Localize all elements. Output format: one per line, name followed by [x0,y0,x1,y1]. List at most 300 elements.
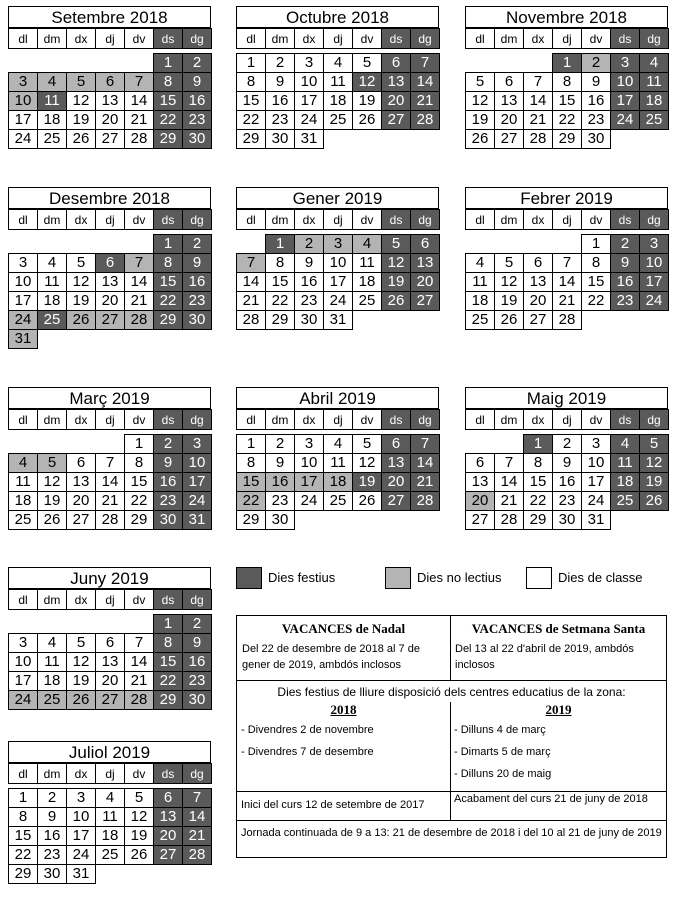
day-cell: 2 [183,54,212,73]
jornada-continuada: Jornada continuada de 9 a 13: 21 de desembre de 2018 i del 10 al 21 de juny de 2019 [241,827,662,839]
weekday-header: dm [38,29,67,49]
day-cell: 16 [295,273,324,292]
day-cell: 6 [495,73,524,92]
weekday-header: dx [67,590,96,610]
day-cell: 3 [640,235,669,254]
day-cell: 24 [640,292,669,311]
free-day-2018-1: - Divendres 2 de novembre [241,724,374,736]
day-cell: 19 [495,292,524,311]
day-cell: 15 [154,273,183,292]
day-cell: 30 [266,511,295,530]
month-title: Gener 2019 [236,187,439,209]
day-cell: 15 [524,473,553,492]
weekday-header: dx [67,764,96,784]
day-cell: 20 [382,92,411,111]
day-cell: 17 [9,111,38,130]
day-cell: 13 [67,473,96,492]
day-cell: 9 [553,454,582,473]
day-cell: 14 [411,454,440,473]
day-cell: 10 [183,454,212,473]
day-cell: 8 [553,73,582,92]
day-cell: 10 [9,92,38,111]
day-cell: 23 [183,672,212,691]
day-cell: 2 [183,235,212,254]
day-cell: 20 [96,292,125,311]
day-cell: 3 [295,54,324,73]
day-cell: 5 [38,454,67,473]
day-cell: 19 [67,292,96,311]
day-cell: 28 [183,846,212,865]
day-cell: 11 [353,254,382,273]
day-cell: 18 [466,292,495,311]
weekday-header: ds [382,29,411,49]
day-cell: 12 [353,454,382,473]
day-cell: 22 [524,492,553,511]
month-calendar [465,387,668,530]
day-cell: 3 [183,435,212,454]
day-cell: 24 [9,130,38,149]
month-title: Juny 2019 [8,567,211,589]
day-cell: 4 [96,789,125,808]
month-calendar [236,387,439,530]
day-cell: 5 [67,634,96,653]
day-cell: 9 [582,73,611,92]
weekday-header: dm [38,410,67,430]
day-cell: 22 [9,846,38,865]
day-cell: 27 [154,846,183,865]
day-cell: 29 [125,511,154,530]
weekday-header: dl [9,410,38,430]
day-cell: 16 [611,273,640,292]
day-cell: 24 [67,846,96,865]
weekday-header: ds [154,590,183,610]
day-cell: 14 [96,473,125,492]
day-cell: 7 [183,789,212,808]
weekday-header: dj [96,210,125,230]
day-cell: 10 [9,273,38,292]
day-cell: 23 [183,292,212,311]
weekday-header: dj [324,29,353,49]
weekday-header: dm [495,410,524,430]
day-cell: 19 [640,473,669,492]
day-cell: 28 [125,130,154,149]
day-cell: 23 [266,492,295,511]
month-title: Maig 2019 [465,387,668,409]
day-cell: 14 [495,473,524,492]
day-cell: 28 [411,492,440,511]
day-cell: 21 [411,473,440,492]
day-cell: 6 [154,789,183,808]
month-title: Setembre 2018 [8,6,211,28]
day-cell: 15 [237,92,266,111]
day-cell: 29 [237,130,266,149]
day-cell: 1 [154,615,183,634]
day-cell: 30 [183,691,212,710]
weekday-header: dv [125,764,154,784]
weekday-header: dv [125,590,154,610]
day-cell: 16 [266,473,295,492]
day-cell: 30 [183,311,212,330]
day-cell: 9 [38,808,67,827]
day-cell: 22 [553,111,582,130]
day-cell: 23 [295,292,324,311]
day-cell: 18 [9,492,38,511]
day-cell: 12 [67,92,96,111]
day-cell: 12 [495,273,524,292]
day-cell: 27 [96,311,125,330]
weekday-header: dm [266,210,295,230]
day-cell: 10 [640,254,669,273]
day-cell: 6 [96,73,125,92]
day-cell: 5 [67,73,96,92]
day-cell: 30 [266,130,295,149]
day-cell: 6 [411,235,440,254]
weekday-header: dm [266,29,295,49]
day-cell: 4 [611,435,640,454]
day-cell: 27 [382,111,411,130]
day-cell: 1 [125,435,154,454]
day-cell: 6 [96,254,125,273]
day-cell: 8 [237,454,266,473]
day-cell: 17 [324,273,353,292]
day-cell: 3 [582,435,611,454]
day-cell: 20 [495,111,524,130]
day-cell: 16 [38,827,67,846]
day-cell: 17 [582,473,611,492]
day-cell: 18 [611,473,640,492]
day-cell: 18 [353,273,382,292]
month-calendar [8,6,211,149]
day-cell: 1 [9,789,38,808]
day-cell: 25 [640,111,669,130]
weekday-header: dm [495,29,524,49]
day-cell: 5 [466,73,495,92]
day-cell: 16 [553,473,582,492]
day-cell: 22 [237,111,266,130]
weekday-header: dj [324,210,353,230]
weekday-header: dj [96,764,125,784]
day-cell: 7 [495,454,524,473]
day-cell: 4 [640,54,669,73]
month-title: Febrer 2019 [465,187,668,209]
day-cell: 22 [154,672,183,691]
free-day-2019-2: - Dimarts 5 de març [454,746,551,758]
weekday-header: dx [67,29,96,49]
legend-label-no-lectiu: Dies no lectius [417,570,502,585]
day-cell: 6 [382,435,411,454]
nadal-title: VACANCES de Nadal [281,621,406,636]
weekday-header: dj [96,590,125,610]
day-cell: 7 [411,435,440,454]
day-cell: 25 [353,292,382,311]
free-day-2019-3: - Dilluns 20 de maig [454,768,552,780]
weekday-header: dg [411,29,440,49]
day-cell: 31 [324,311,353,330]
day-cell: 13 [382,73,411,92]
day-cell: 21 [125,672,154,691]
day-cell: 2 [295,235,324,254]
day-cell: 7 [125,634,154,653]
day-cell: 7 [125,73,154,92]
day-cell: 9 [266,73,295,92]
day-cell: 15 [553,92,582,111]
month-title: Juliol 2019 [8,741,211,763]
day-cell: 29 [154,311,183,330]
day-cell: 25 [324,492,353,511]
day-cell: 26 [353,492,382,511]
day-cell: 20 [96,111,125,130]
weekday-header: dg [640,29,669,49]
weekday-header: ds [154,764,183,784]
day-cell: 8 [582,254,611,273]
day-cell: 21 [495,492,524,511]
weekday-header: dv [353,410,382,430]
day-cell: 20 [67,492,96,511]
day-cell: 6 [382,54,411,73]
day-cell: 28 [495,511,524,530]
day-cell: 7 [237,254,266,273]
day-cell: 1 [266,235,295,254]
day-cell: 8 [154,634,183,653]
weekday-header: dx [67,210,96,230]
day-cell: 2 [266,54,295,73]
weekday-header: dj [96,410,125,430]
day-cell: 13 [495,92,524,111]
setmana-santa-title: VACANCES de Setmana Santa [471,621,646,636]
day-cell: 10 [67,808,96,827]
day-cell: 12 [67,273,96,292]
day-cell: 17 [183,473,212,492]
day-cell: 11 [611,454,640,473]
day-cell: 8 [237,73,266,92]
day-cell: 13 [154,808,183,827]
day-cell: 21 [183,827,212,846]
day-cell: 23 [611,292,640,311]
weekday-header: dl [237,410,266,430]
day-cell: 19 [466,111,495,130]
day-cell: 26 [67,691,96,710]
weekday-header: dl [237,210,266,230]
weekday-header: dj [96,29,125,49]
day-cell: 16 [183,653,212,672]
day-cell: 28 [125,311,154,330]
day-cell: 2 [611,235,640,254]
day-cell: 16 [266,92,295,111]
day-cell: 13 [466,473,495,492]
weekday-header: dv [125,210,154,230]
day-cell: 2 [266,435,295,454]
day-cell: 1 [237,435,266,454]
day-cell: 25 [466,311,495,330]
day-cell: 19 [67,111,96,130]
weekday-header: dx [295,210,324,230]
day-cell: 13 [96,653,125,672]
day-cell: 18 [640,92,669,111]
month-calendar [8,187,211,349]
weekday-header: dl [466,29,495,49]
day-cell: 11 [38,273,67,292]
day-cell: 30 [553,511,582,530]
day-cell: 28 [237,311,266,330]
month-title: Novembre 2018 [465,6,668,28]
day-cell: 4 [38,73,67,92]
day-cell: 1 [237,54,266,73]
day-cell: 3 [295,435,324,454]
weekday-header: dl [9,764,38,784]
weekday-header: ds [611,29,640,49]
day-cell: 24 [295,492,324,511]
weekday-header: dj [553,210,582,230]
day-cell: 5 [353,54,382,73]
day-cell: 29 [524,511,553,530]
day-cell: 13 [96,92,125,111]
weekday-header: dj [553,410,582,430]
day-cell: 14 [237,273,266,292]
weekday-header: dl [466,210,495,230]
day-cell: 26 [353,111,382,130]
day-cell: 25 [9,511,38,530]
day-cell: 3 [9,634,38,653]
day-cell: 11 [38,92,67,111]
weekday-header: ds [382,410,411,430]
day-cell: 24 [183,492,212,511]
day-cell: 22 [154,111,183,130]
day-cell: 3 [67,789,96,808]
day-cell: 19 [67,672,96,691]
day-cell: 20 [466,492,495,511]
day-cell: 15 [125,473,154,492]
day-cell: 2 [38,789,67,808]
day-cell: 11 [640,73,669,92]
weekday-header: dl [9,210,38,230]
day-cell: 19 [382,273,411,292]
day-cell: 22 [125,492,154,511]
day-cell: 15 [266,273,295,292]
weekday-header: dg [411,210,440,230]
day-cell: 23 [553,492,582,511]
day-cell: 21 [125,111,154,130]
day-cell: 25 [611,492,640,511]
day-cell: 9 [183,254,212,273]
weekday-header: dv [582,410,611,430]
day-cell: 17 [640,273,669,292]
free-day-2019-1: - Dilluns 4 de març [454,724,546,736]
day-cell: 15 [154,653,183,672]
weekday-header: dm [38,210,67,230]
weekday-header: dx [524,410,553,430]
free-day-2018-2: - Divendres 7 de desembre [241,746,374,758]
day-cell: 26 [640,492,669,511]
day-cell: 12 [67,653,96,672]
month-calendar [8,567,211,710]
day-cell: 24 [611,111,640,130]
day-cell: 12 [125,808,154,827]
day-cell: 21 [96,492,125,511]
day-cell: 17 [9,672,38,691]
day-cell: 26 [466,130,495,149]
day-cell: 8 [154,73,183,92]
month-calendar [8,741,211,884]
weekday-header: dx [524,29,553,49]
weekday-header: dg [183,410,212,430]
day-cell: 19 [125,827,154,846]
weekday-header: dj [553,29,582,49]
day-cell: 27 [524,311,553,330]
day-cell: 10 [9,653,38,672]
day-cell: 4 [324,54,353,73]
day-cell: 5 [382,235,411,254]
weekday-header: dx [295,410,324,430]
weekday-header: dv [125,29,154,49]
day-cell: 19 [353,92,382,111]
day-cell: 8 [524,454,553,473]
weekday-header: dg [640,210,669,230]
day-cell: 8 [266,254,295,273]
weekday-header: dg [411,410,440,430]
day-cell: 12 [382,254,411,273]
day-cell: 15 [9,827,38,846]
legend-label-class: Dies de classe [558,570,643,585]
day-cell: 3 [9,73,38,92]
weekday-header: dj [324,410,353,430]
day-cell: 6 [96,634,125,653]
month-calendar [465,187,668,330]
day-cell: 29 [9,865,38,884]
day-cell: 25 [96,846,125,865]
day-cell: 23 [38,846,67,865]
weekday-header: ds [154,410,183,430]
day-cell: 26 [67,311,96,330]
weekday-header: dl [237,29,266,49]
inici-curs: Inici del curs 12 de setembre de 2017 [241,799,425,811]
day-cell: 22 [154,292,183,311]
day-cell: 8 [9,808,38,827]
weekday-header: dg [183,210,212,230]
day-cell: 28 [125,691,154,710]
day-cell: 9 [611,254,640,273]
weekday-header: dx [67,410,96,430]
day-cell: 18 [324,473,353,492]
info-box [236,615,667,858]
weekday-header: dx [295,29,324,49]
day-cell: 22 [237,492,266,511]
day-cell: 23 [266,111,295,130]
day-cell: 12 [640,454,669,473]
day-cell: 25 [324,111,353,130]
day-cell: 4 [353,235,382,254]
day-cell: 8 [154,254,183,273]
day-cell: 22 [582,292,611,311]
weekday-header: dv [353,29,382,49]
day-cell: 6 [466,454,495,473]
weekday-header: ds [611,210,640,230]
day-cell: 29 [154,691,183,710]
day-cell: 22 [266,292,295,311]
day-cell: 27 [67,511,96,530]
day-cell: 16 [582,92,611,111]
day-cell: 29 [266,311,295,330]
weekday-header: ds [382,210,411,230]
weekday-header: dl [466,410,495,430]
day-cell: 13 [382,454,411,473]
day-cell: 31 [582,511,611,530]
day-cell: 21 [524,111,553,130]
day-cell: 7 [125,254,154,273]
day-cell: 7 [96,454,125,473]
day-cell: 18 [38,111,67,130]
day-cell: 18 [96,827,125,846]
day-cell: 13 [96,273,125,292]
